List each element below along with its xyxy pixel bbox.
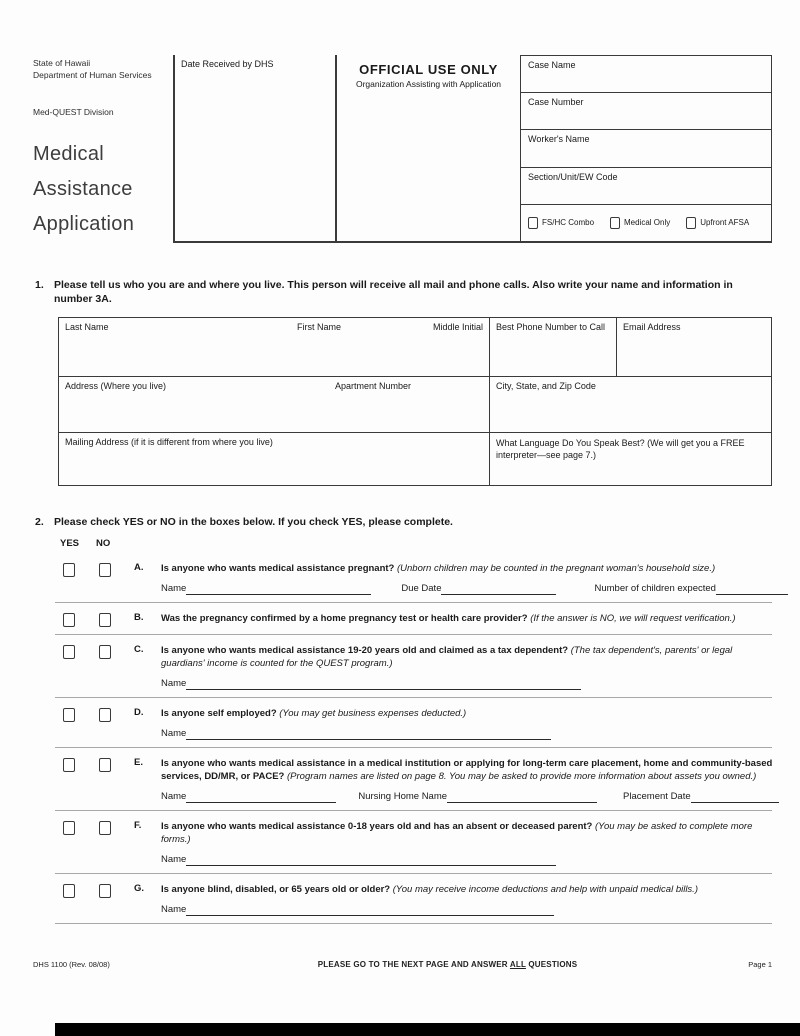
question-row-b [55, 603, 772, 635]
mailing-address-cell[interactable] [59, 433, 489, 485]
case-number-field[interactable] [521, 93, 771, 130]
question-f: Is anyone who wants medical assistance 0-18 years old and has an absent or deceased parent? [161, 821, 593, 832]
placement-date-field-label: Placement Date [623, 791, 691, 802]
fields-g [161, 903, 770, 916]
upfront-afsa-option [686, 217, 749, 229]
name-write-in-line[interactable] [186, 854, 556, 866]
question-note-d: (You may get business expenses deducted.) [279, 708, 467, 719]
question-row-e [55, 748, 772, 811]
footer-instruction-post: QUESTIONS [525, 960, 578, 969]
form-id: DHS 1100 (Rev. 08/08) [33, 960, 110, 969]
question-note-e: (Program names are listed on page 8. You may be asked to provide more information about assets you owned.) [287, 771, 757, 782]
name-field-label: Name [161, 678, 187, 689]
question-text-a [161, 562, 790, 595]
question-a: Is anyone who wants medical assistance pregnant? [161, 563, 395, 574]
form-title-line2: Assistance [33, 178, 133, 200]
fields-f [161, 853, 770, 866]
medical-only-checkbox[interactable] [610, 217, 620, 229]
no-checkbox-a[interactable] [99, 563, 111, 577]
section-unit-ew-code-label: Section/Unit/EW Code [528, 171, 618, 182]
question-text-c [161, 644, 772, 690]
fields-e [161, 790, 779, 803]
page-number: Page 1 [748, 960, 772, 969]
question-note-c: (The tax dependent's, parents' or legal guardians' income is counted for the QUEST program.) [161, 645, 733, 669]
form-title [33, 137, 173, 242]
address-label: Address (Where you live) [65, 381, 167, 391]
agency-line2: Department of Human Services [33, 70, 152, 80]
name-write-in-line[interactable] [186, 904, 554, 916]
section-unit-ew-code-field[interactable] [521, 168, 771, 205]
question-c: Is anyone who wants medical assistance 19-20 years old and claimed as a tax dependent? [161, 645, 569, 656]
middle-initial-label: Middle Initial [432, 322, 483, 332]
question-note-a: (Unborn children may be counted in the pregnant woman's household size.) [397, 563, 716, 574]
program-type-checkbox-row [521, 205, 771, 241]
yes-checkbox-b[interactable] [63, 613, 75, 627]
page-footer [33, 960, 772, 969]
question-row-f [55, 811, 772, 874]
question-letter-g: G. [134, 883, 145, 894]
yes-checkbox-f[interactable] [63, 821, 75, 835]
yes-checkbox-e[interactable] [63, 758, 75, 772]
fields-d [161, 727, 770, 740]
question-d: Is anyone self employed? [161, 708, 277, 719]
division-label: Med-QUEST Division [33, 107, 114, 117]
mailing-address-label: Mailing Address (if it is different from where you live) [65, 437, 273, 447]
question-note-f: (You may be asked to complete more forms.) [161, 821, 753, 845]
medical-only-label: Medical Only [624, 218, 671, 228]
due-date-field-label: Due Date [401, 583, 442, 594]
placement-date-write-in-line[interactable] [691, 791, 779, 803]
question-e: Is anyone who wants medical assistance in a medical institution or applying for long-term care placement, home and community-based services, DD/MR, or PACE? [161, 758, 773, 782]
name-field-label: Name [161, 854, 187, 865]
name-field-label: Name [161, 904, 187, 915]
fshc-combo-option [528, 217, 594, 229]
question-row-d [55, 698, 772, 748]
question-row-g [55, 874, 772, 924]
phone-label: Best Phone Number to Call [496, 322, 606, 332]
date-received-cell[interactable] [173, 55, 335, 241]
apartment-number-label: Apartment Number [335, 381, 412, 391]
address-cell[interactable] [59, 377, 489, 432]
mailing-row [59, 433, 771, 485]
city-state-zip-cell[interactable] [489, 377, 771, 432]
fshc-combo-checkbox[interactable] [528, 217, 538, 229]
official-use-subtitle: Organization Assisting with Application [355, 79, 502, 89]
fields-a [161, 582, 788, 595]
first-name-label: First Name [297, 322, 342, 332]
question-text-d [161, 707, 772, 740]
yes-checkbox-d[interactable] [63, 708, 75, 722]
city-state-zip-label: City, State, and Zip Code [496, 381, 596, 391]
case-number-label: Case Number [528, 97, 584, 108]
question-text-e [161, 757, 781, 803]
question-note-b: (If the answer is NO, we will request verification.) [530, 613, 736, 624]
name-field-label: Name [161, 728, 187, 739]
question-letter-c: C. [134, 644, 144, 655]
fields-c [161, 677, 770, 690]
upfront-afsa-checkbox[interactable] [686, 217, 696, 229]
section-2 [35, 515, 772, 924]
email-cell[interactable] [616, 318, 771, 376]
case-info-column [520, 55, 772, 241]
section-2-number: 2. [35, 516, 44, 528]
footer-instruction [183, 960, 712, 969]
date-received-label: Date Received by DHS [181, 59, 274, 69]
name-cell[interactable] [59, 318, 489, 376]
yes-checkbox-c[interactable] [63, 645, 75, 659]
last-name-label: Last Name [65, 322, 109, 332]
question-letter-f: F. [134, 820, 142, 831]
language-label: What Language Do You Speak Best? (We will get you a FREE interpreter—see page 7.) [496, 438, 745, 460]
question-row-a [55, 553, 772, 603]
question-row-c [55, 635, 772, 698]
question-text-b [161, 612, 772, 625]
yes-checkbox-a[interactable] [63, 563, 75, 577]
footer-instruction-underlined: ALL [509, 960, 526, 969]
nursing-home-field-label: Nursing Home Name [358, 791, 448, 802]
children-expected-write-in-line[interactable] [716, 583, 788, 595]
question-letter-d: D. [134, 707, 144, 718]
name-write-in-line[interactable] [186, 728, 551, 740]
yes-no-column-headers [60, 538, 772, 549]
question-note-g: (You may receive income deductions and help with unpaid medical bills.) [392, 884, 698, 895]
agency-block [33, 57, 173, 242]
official-use-title: OFFICIAL USE ONLY [359, 62, 498, 77]
name-row [59, 318, 771, 377]
question-g: Is anyone blind, disabled, or 65 years old or older? [161, 884, 391, 895]
medical-only-option [610, 217, 670, 229]
worker-name-label: Worker's Name [528, 134, 590, 145]
official-use-cell [335, 55, 520, 241]
applicant-info-table [58, 317, 772, 486]
no-checkbox-c[interactable] [99, 645, 111, 659]
name-field-label: Name [161, 791, 187, 802]
name-field-label: Name [161, 583, 187, 594]
no-checkbox-e[interactable] [99, 758, 111, 772]
no-checkbox-d[interactable] [99, 708, 111, 722]
case-name-label: Case Name [528, 60, 576, 70]
section-1-heading [35, 278, 772, 306]
agency-line1: State of Hawaii [33, 58, 91, 68]
question-list [55, 553, 772, 924]
question-text-f [161, 820, 772, 866]
question-letter-b: B. [134, 612, 144, 623]
section-2-heading-text: Please check YES or NO in the boxes below. If you check YES, please complete. [54, 516, 453, 528]
question-b: Was the pregnancy confirmed by a home pregnancy test or health care provider? [161, 613, 528, 624]
footer-instruction-pre: PLEASE GO TO THE NEXT PAGE AND ANSWER [317, 960, 510, 969]
section-1-heading-text: Please tell us who you are and where you live. This person will receive all mail and phone calls. Also write your name and information in number 3A. [54, 279, 733, 305]
upfront-afsa-label: Upfront AFSA [700, 218, 750, 228]
form-title-line1: Medical [33, 143, 105, 165]
question-letter-e: E. [134, 757, 143, 768]
no-checkbox-b[interactable] [99, 613, 111, 627]
email-label: Email Address [623, 322, 681, 332]
yes-column-label: YES [60, 538, 80, 549]
nursing-home-write-in-line[interactable] [447, 791, 597, 803]
official-use-table [173, 55, 772, 243]
question-text-g [161, 883, 772, 916]
no-checkbox-f[interactable] [99, 821, 111, 835]
no-checkbox-g[interactable] [99, 884, 111, 898]
question-letter-a: A. [134, 562, 144, 573]
name-write-in-line[interactable] [186, 791, 336, 803]
section-2-heading [35, 515, 772, 529]
name-write-in-line[interactable] [186, 583, 371, 595]
address-row [59, 377, 771, 433]
no-column-label: NO [96, 538, 111, 549]
children-expected-field-label: Number of children expected [594, 583, 716, 594]
due-date-write-in-line[interactable] [441, 583, 556, 595]
section-1-number: 1. [35, 279, 44, 291]
case-name-field[interactable] [521, 56, 771, 93]
language-cell[interactable] [489, 433, 771, 485]
section-1 [35, 278, 772, 486]
form-title-line3: Application [33, 213, 135, 235]
fshc-combo-label: FS/HC Combo [542, 218, 595, 228]
phone-cell[interactable] [489, 318, 616, 376]
scan-artifact-bar [55, 1023, 800, 1036]
worker-name-field[interactable] [521, 130, 771, 167]
yes-checkbox-g[interactable] [63, 884, 75, 898]
name-write-in-line[interactable] [186, 678, 581, 690]
